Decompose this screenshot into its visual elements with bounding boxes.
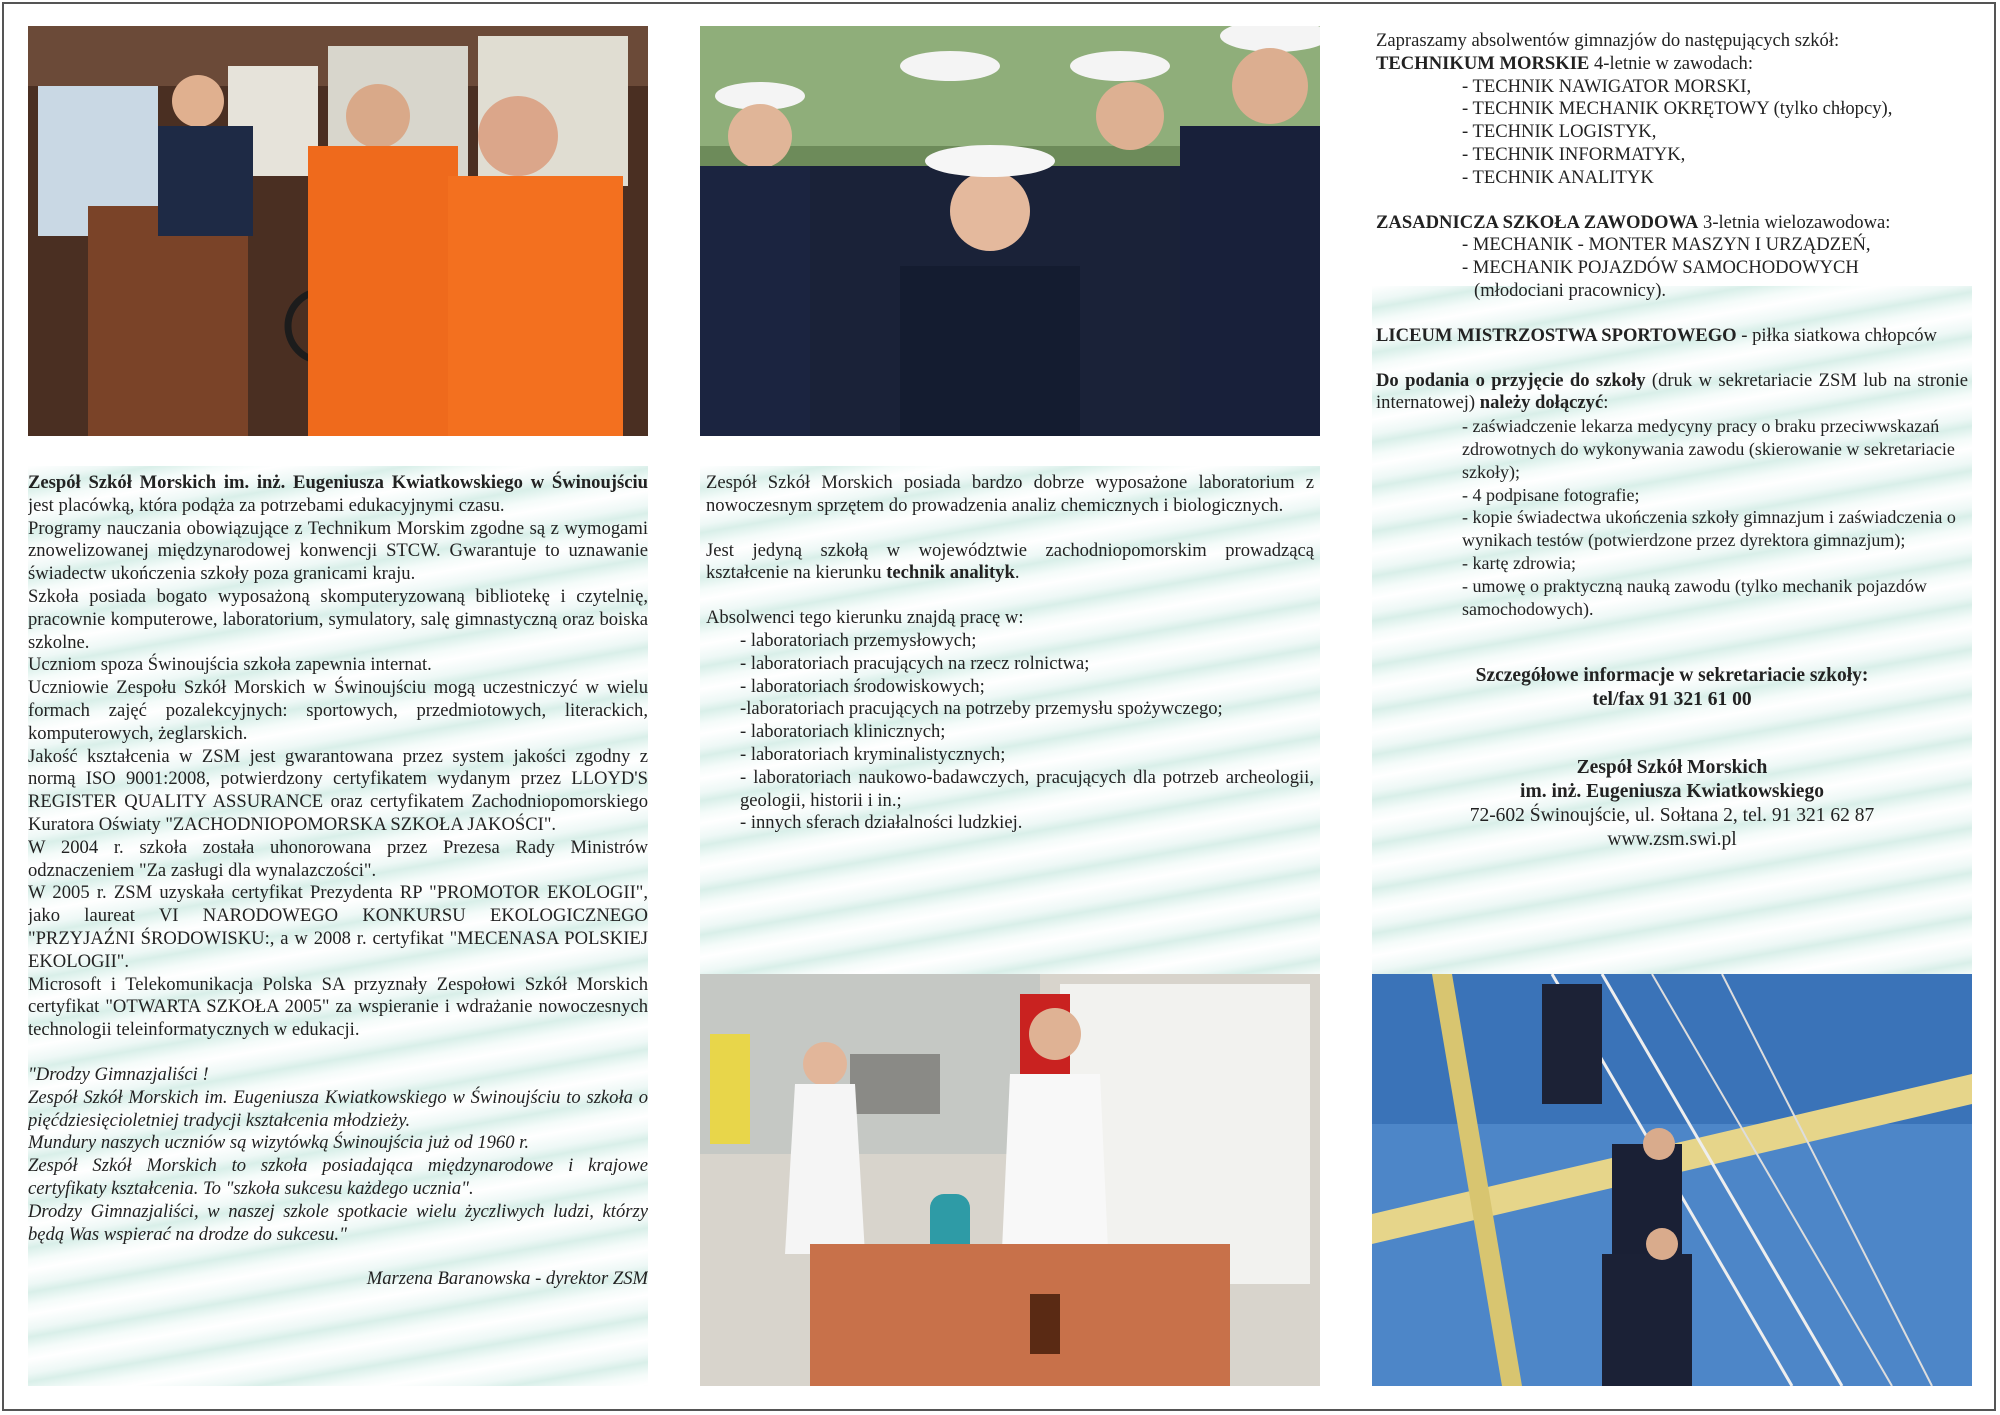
list-item: - TECHNIK MECHANIK OKRĘTOWY (tylko chłopcy), [1462, 98, 1893, 120]
list-item: - umowę o praktyczną nauką zawodu (tylko mechanik pojazdów samochodowych). [1462, 575, 1927, 619]
website-link[interactable]: www.zsm.swi.pl [1607, 829, 1737, 851]
school-name-footer: Zespół Szkół Morskich [1576, 757, 1768, 779]
chemistry-lab-photo [700, 974, 1320, 1386]
list-item: - zaświadczenie lekarza medycyny pracy o braku przeciwwskazań zdrowotnych do wykonywania zawodu (skierowanie w sekretariacie szkoły); [1462, 416, 1955, 482]
ship-bridge-photo [28, 26, 648, 436]
letter-line: Mundury naszych uczniów są wizytówką Świnoujścia już od 1960 r. [28, 1132, 529, 1154]
rigging-climb-photo [1372, 974, 1972, 1386]
graduates-heading: Absolwenci tego kierunku znajdą pracę w: [706, 607, 1024, 629]
list-item: - laboratoriach pracujących na rzecz rolnictwa; [740, 652, 1090, 674]
intro-rest: jest placówką, która podąża za potrzebami edukacyjnymi czasu. [28, 494, 505, 516]
list-item: - laboratoriach środowiskowych; [740, 675, 985, 697]
technikum-desc: 4-letnie w zawodach: [1589, 52, 1754, 74]
cadets-parade-photo [700, 26, 1320, 436]
list-item: - laboratoriach przemysłowych; [740, 629, 977, 651]
technikum-list [1376, 76, 1968, 190]
lab-text [700, 472, 1320, 835]
paragraph-award-2005: W 2005 r. ZSM uzyskała certyfikat Prezydenta RP "PROMOTOR EKOLOGII", jako laureat VI NARODOWEGO KONKURSU EKOLOGICZNEGO "PRZYJAŹNI ŚRODOWISKU:, a w 2008 r. certyfikat "MECENASA POLSKIEJ EKOLOGII". [28, 882, 648, 972]
column-left [28, 26, 648, 1386]
paragraph-analyst-post: . [1014, 562, 1020, 584]
zsz-desc: 3-letnia wielozawodowa: [1698, 211, 1891, 233]
paragraph-activities: Uczniowie Zespołu Szkół Morskich w Świnoujściu mogą uczestniczyć w wielu formach zajęć pozalekcyjnych: sportowych, przedmiotowych, literackich, komputerowych, żeglarskich. [28, 677, 648, 744]
apply-heading: Do podania o przyjęcie do szkoły [1376, 369, 1646, 391]
paragraph-quality: Jakość kształcenia w ZSM jest gwarantowana przez system jakości zgodny z normą ISO 9001:2008, potwierdzony certyfikatem wydanym przez LLOYD'S REGISTER QUALITY ASSURANCE oraz certyfikatem Zachodniopomorskiego Kuratora Oświaty "ZACHODNIOPOMORSKA SZKOŁA JAKOŚCI". [28, 745, 648, 835]
list-item: - MECHANIK - MONTER MASZYN I URZĄDZEŃ, [1462, 234, 1871, 256]
list-item: - laboratoriach klinicznych; [740, 721, 946, 743]
letter-line: "Drodzy Gimnazjaliści ! [28, 1063, 209, 1085]
list-item: - TECHNIK NAWIGATOR MORSKI, [1462, 75, 1752, 97]
paragraph-microsoft: Microsoft i Telekomunikacja Polska SA przyznały Zespołowi Szkół Morskich certyfikat "OTWARTA SZKOŁA 2005" za wspieranie i wdrażanie nowoczesnych technologii teleinformatycznych w edukacji. [28, 973, 648, 1041]
apply-mid: (druk w sekretariacie ZSM lub na stronie internatowej) [1376, 369, 1968, 414]
analyst-highlight: technik analityk [886, 562, 1015, 584]
column-middle [700, 26, 1320, 1386]
paragraph-stcw: Programy nauczania obowiązujące z Technikum Morskim zgodne są z wymogami znowelizowanej międzynarodowej konwencji STCW. Gwarantuje to uznawanie świadectw ukończenia szkoły poza granicami kraju. [28, 517, 648, 585]
list-item: - TECHNIK LOGISTYK, [1462, 121, 1657, 143]
letter-line: Drodzy Gimnazjaliści, w naszej szkole spotkacie wielu życzliwych ludzi, którzy będą Was wspierać na drodze do sukcesu." [28, 1200, 648, 1245]
technikum-heading: TECHNIKUM MORSKIE [1376, 52, 1590, 74]
intro-text [28, 472, 648, 1291]
admissions-text [1372, 30, 1972, 852]
zsz-heading: ZASADNICZA SZKOŁA ZAWODOWA [1376, 211, 1699, 233]
list-item: - innych sferach działalności ludzkiej. [740, 812, 1023, 834]
paragraph-analyst-pre: Jest jedyną szkołą w województwie zachodniopomorskim prowadzącą kształcenie na kierunku [706, 539, 1314, 584]
address: 72-602 Świnoujście, ul. Sołtana 2, tel. 91 321 62 87 [1469, 805, 1875, 827]
list-item: - 4 podpisane fotografie; [1462, 484, 1640, 505]
contact-block [1376, 664, 1968, 852]
info-line: Szczegółowe informacje w sekretariacie szkoły: [1475, 665, 1869, 687]
liceum-heading: LICEUM MISTRZOSTWA SPORTOWEGO [1376, 324, 1737, 346]
list-item: - kartę zdrowia; [1462, 552, 1576, 573]
list-item: - MECHANIK POJAZDÓW SAMOCHODOWYCH [1462, 257, 1859, 279]
director-signature: Marzena Baranowska - dyrektor ZSM [366, 1268, 648, 1290]
list-item: - TECHNIK ANALITYK [1462, 166, 1654, 188]
list-item: - TECHNIK INFORMATYK, [1462, 143, 1686, 165]
paragraph-facilities: Szkoła posiada bogato wyposażoną skomputeryzowaną bibliotekę i czytelnię, pracownie komputerowe, laboratorium, symulatory, salę gimnastyczną oraz boiska szkolne. [28, 585, 648, 653]
invite-line: Zapraszamy absolwentów gimnazjów do następujących szkół: [1376, 30, 1840, 51]
list-item: - laboratoriach naukowo-badawczych, pracujących dla potrzeb archeologii, geologii, historii i in.; [740, 766, 1314, 811]
list-item: - laboratoriach kryminalistycznych; [740, 743, 1006, 765]
school-name: Zespół Szkół Morskich im. inż. Eugeniusza Kwiatkowskiego w Świnoujściu [28, 472, 648, 493]
column-right [1372, 26, 1972, 1386]
apply-end: : [1603, 392, 1609, 414]
letter-line: Zespół Szkół Morskich im. Eugeniusza Kwiatkowskiego w Świnoujściu to szkoła o pięćdziesięcioletniej tradycji kształcenia młodzieży. [28, 1086, 648, 1131]
liceum-desc: - piłka siatkowa chłopców [1736, 324, 1937, 346]
apply-heading-2: należy dołączyć [1479, 392, 1604, 414]
letter-line: Zespół Szkół Morskich to szkoła posiadająca międzynarodowe i krajowe certyfikaty kształcenia. To "szkoła sukcesu każdego ucznia". [28, 1155, 648, 1199]
list-item: (młodociani pracownicy). [1474, 279, 1667, 301]
graduates-list [706, 630, 1314, 835]
paragraph-lab: Zespół Szkół Morskich posiada bardzo dobrze wyposażone laboratorium z nowoczesnym sprzętem do prowadzenia analiz chemicznych i biologicznych. [706, 472, 1314, 516]
director-letter [28, 1064, 648, 1291]
phone-fax: tel/fax 91 321 61 00 [1592, 689, 1752, 711]
school-patron: im. inż. Eugeniusza Kwiatkowskiego [1520, 781, 1824, 803]
list-item: -laboratoriach pracujących na potrzeby przemysłu spożywczego; [740, 698, 1223, 720]
list-item: - kopie świadectwa ukończenia szkoły gimnazjum i zaświadczenia o wynikach testów (potwierdzone przez dyrektora gimnazjum); [1462, 507, 1956, 551]
paragraph-award-2004: W 2004 r. szkoła została uhonorowana przez Prezesa Rady Ministrów odznaczeniem "Za zasługi dla wynalazczości". [28, 836, 648, 881]
zsz-list [1376, 234, 1968, 302]
apply-list [1376, 415, 1968, 620]
paragraph-dormitory: Uczniom spoza Świnoujścia szkoła zapewnia internat. [28, 654, 432, 676]
